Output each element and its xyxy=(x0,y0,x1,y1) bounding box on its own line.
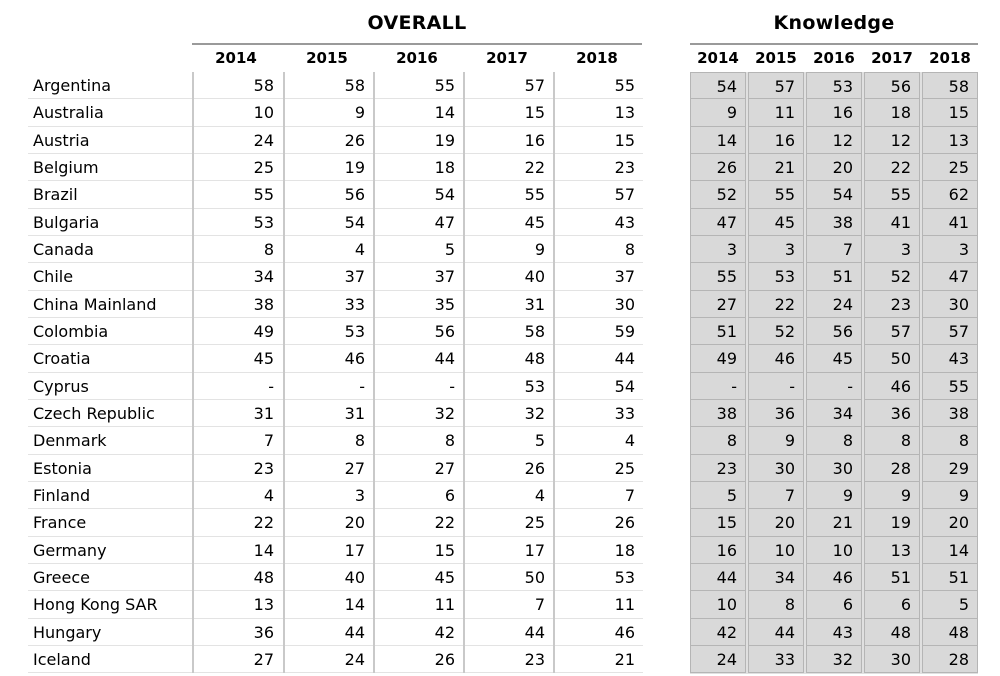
overall-rank-cell: 24 xyxy=(285,646,373,673)
knowledge-rank-cell: 30 xyxy=(806,455,862,482)
knowledge-rank-cell: 8 xyxy=(806,427,862,454)
overall-rank-cell: 4 xyxy=(194,482,282,509)
overall-rank-cell: 5 xyxy=(465,427,553,454)
overall-rank-cell: 4 xyxy=(285,236,373,263)
overall-rank-cell: 17 xyxy=(465,537,553,564)
knowledge-rank-cell: 9 xyxy=(748,427,804,454)
knowledge-rank-cell: 32 xyxy=(806,646,862,673)
overall-rank-cell: 34 xyxy=(194,263,282,290)
knowledge-rank-cell: 28 xyxy=(864,455,920,482)
overall-rank-cell: 32 xyxy=(465,400,553,427)
knowledge-year-header: 2017 xyxy=(871,49,913,67)
overall-rank-cell: 35 xyxy=(375,291,463,318)
overall-rank-cell: 36 xyxy=(194,619,282,646)
knowledge-rank-cell: 7 xyxy=(748,482,804,509)
country-name: Croatia xyxy=(33,349,91,369)
overall-rank-cell: 48 xyxy=(194,564,282,591)
country-name: Belgium xyxy=(33,157,99,177)
knowledge-rank-cell: 5 xyxy=(922,591,978,618)
overall-rank-cell: 15 xyxy=(555,127,643,154)
overall-rank-cell: 53 xyxy=(285,318,373,345)
knowledge-rank-cell: - xyxy=(806,373,862,400)
knowledge-rank-cell: 43 xyxy=(806,619,862,646)
overall-rank-cell: 30 xyxy=(555,291,643,318)
knowledge-rank-cell: 57 xyxy=(748,72,804,99)
overall-rank-cell: 59 xyxy=(555,318,643,345)
knowledge-rank-cell: 52 xyxy=(864,263,920,290)
knowledge-rank-cell: 11 xyxy=(748,99,804,126)
country-name: Denmark xyxy=(33,431,107,451)
knowledge-rank-cell: 15 xyxy=(690,509,746,536)
overall-year-header: 2015 xyxy=(306,49,348,67)
country-name: Germany xyxy=(33,540,107,560)
overall-rank-cell: 47 xyxy=(375,209,463,236)
knowledge-rank-cell: 16 xyxy=(748,127,804,154)
country-name: Colombia xyxy=(33,321,109,341)
knowledge-rank-cell: 18 xyxy=(864,99,920,126)
overall-rank-cell: 25 xyxy=(465,509,553,536)
overall-rank-cell: 31 xyxy=(194,400,282,427)
overall-rank-cell: 54 xyxy=(555,373,643,400)
overall-rank-cell: 37 xyxy=(375,263,463,290)
knowledge-rank-cell: 50 xyxy=(864,345,920,372)
overall-rank-cell: 4 xyxy=(555,427,643,454)
overall-rank-cell: 15 xyxy=(375,537,463,564)
overall-rank-cell: 37 xyxy=(285,263,373,290)
country-name: Hungary xyxy=(33,622,102,642)
knowledge-rank-cell: 38 xyxy=(922,400,978,427)
knowledge-year-column xyxy=(864,72,920,673)
overall-rank-cell: 23 xyxy=(555,154,643,181)
country-column xyxy=(33,72,158,673)
knowledge-rank-cell: 5 xyxy=(690,482,746,509)
knowledge-rank-cell: 51 xyxy=(864,564,920,591)
knowledge-rank-cell: 24 xyxy=(806,291,862,318)
overall-year-header: 2017 xyxy=(486,49,528,67)
knowledge-year-header: 2014 xyxy=(697,49,739,67)
overall-rank-cell: 58 xyxy=(194,72,282,99)
overall-rank-cell: 16 xyxy=(465,127,553,154)
knowledge-rank-cell: 9 xyxy=(864,482,920,509)
overall-rank-cell: 11 xyxy=(375,591,463,618)
knowledge-rank-cell: 19 xyxy=(864,509,920,536)
overall-rank-cell: 19 xyxy=(285,154,373,181)
overall-rank-cell: 55 xyxy=(375,72,463,99)
knowledge-rank-cell: 49 xyxy=(690,345,746,372)
knowledge-rank-cell: 3 xyxy=(922,236,978,263)
knowledge-rank-cell: 48 xyxy=(922,619,978,646)
overall-rank-cell: 53 xyxy=(194,209,282,236)
overall-rank-cell: 44 xyxy=(375,345,463,372)
knowledge-rank-cell: 10 xyxy=(806,537,862,564)
knowledge-rank-cell: 56 xyxy=(864,72,920,99)
overall-rank-cell: 15 xyxy=(465,99,553,126)
country-name: Australia xyxy=(33,103,104,123)
knowledge-rank-cell: 8 xyxy=(690,427,746,454)
knowledge-rank-cell: 13 xyxy=(864,537,920,564)
knowledge-rank-cell: 58 xyxy=(922,72,978,99)
knowledge-rank-cell: 36 xyxy=(864,400,920,427)
knowledge-rank-cell: 30 xyxy=(864,646,920,673)
overall-rank-cell: - xyxy=(194,373,282,400)
overall-rank-cell: 9 xyxy=(465,236,553,263)
overall-rank-cell: 23 xyxy=(465,646,553,673)
overall-rank-cell: 14 xyxy=(375,99,463,126)
knowledge-rank-cell: 47 xyxy=(922,263,978,290)
overall-rank-cell: 11 xyxy=(555,591,643,618)
overall-rank-cell: 40 xyxy=(285,564,373,591)
knowledge-rank-cell: 22 xyxy=(864,154,920,181)
overall-rank-cell: 25 xyxy=(555,455,643,482)
knowledge-rank-cell: 23 xyxy=(690,455,746,482)
knowledge-rank-cell: 55 xyxy=(922,373,978,400)
country-name: Hong Kong SAR xyxy=(33,595,158,615)
overall-rank-cell: 53 xyxy=(555,564,643,591)
knowledge-rank-cell: 20 xyxy=(922,509,978,536)
knowledge-rank-cell: 3 xyxy=(864,236,920,263)
country-name: Canada xyxy=(33,239,94,259)
overall-year-column xyxy=(463,72,553,673)
overall-rank-cell: 40 xyxy=(465,263,553,290)
overall-rank-cell: 21 xyxy=(555,646,643,673)
knowledge-rank-cell: 56 xyxy=(806,318,862,345)
country-name: France xyxy=(33,513,87,533)
knowledge-year-column xyxy=(806,72,862,673)
overall-rank-cell: 53 xyxy=(465,373,553,400)
overall-rank-cell: 7 xyxy=(555,482,643,509)
overall-rank-cell: 24 xyxy=(194,127,282,154)
knowledge-rank-cell: 15 xyxy=(922,99,978,126)
knowledge-rank-cell: 51 xyxy=(690,318,746,345)
overall-rank-cell: 54 xyxy=(375,181,463,208)
overall-rank-cell: 33 xyxy=(555,400,643,427)
overall-rank-cell: 22 xyxy=(194,509,282,536)
knowledge-rank-cell: 22 xyxy=(748,291,804,318)
overall-year-column xyxy=(553,72,643,673)
overall-rank-cell: 45 xyxy=(194,345,282,372)
knowledge-rank-cell: 41 xyxy=(864,209,920,236)
knowledge-rank-cell: 46 xyxy=(748,345,804,372)
overall-rank-cell: 8 xyxy=(194,236,282,263)
knowledge-rank-cell: 8 xyxy=(864,427,920,454)
knowledge-rank-cell: 54 xyxy=(806,181,862,208)
overall-rank-cell: 26 xyxy=(285,127,373,154)
overall-rank-cell: 31 xyxy=(465,291,553,318)
knowledge-rank-cell: 7 xyxy=(806,236,862,263)
country-name: Finland xyxy=(33,485,91,505)
knowledge-rank-cell: 53 xyxy=(806,72,862,99)
knowledge-rank-cell: 34 xyxy=(806,400,862,427)
overall-rank-cell: 32 xyxy=(375,400,463,427)
overall-year-header: 2016 xyxy=(396,49,438,67)
overall-rank-cell: 58 xyxy=(465,318,553,345)
overall-rank-cell: 57 xyxy=(465,72,553,99)
overall-rank-cell: 19 xyxy=(375,127,463,154)
knowledge-rank-cell: 62 xyxy=(922,181,978,208)
overall-rank-cell: 37 xyxy=(555,263,643,290)
overall-rank-cell: 17 xyxy=(285,537,373,564)
knowledge-rank-cell: 9 xyxy=(806,482,862,509)
knowledge-rank-cell: 52 xyxy=(748,318,804,345)
knowledge-rank-cell: 10 xyxy=(690,591,746,618)
knowledge-rank-cell: 57 xyxy=(922,318,978,345)
overall-rank-cell: 8 xyxy=(555,236,643,263)
country-name: Estonia xyxy=(33,458,92,478)
knowledge-year-column xyxy=(690,72,746,673)
knowledge-rank-cell: 3 xyxy=(690,236,746,263)
knowledge-rank-cell: 20 xyxy=(748,509,804,536)
knowledge-rank-cell: 16 xyxy=(806,99,862,126)
overall-rank-cell: 50 xyxy=(465,564,553,591)
knowledge-rank-cell: 14 xyxy=(690,127,746,154)
knowledge-year-header: 2015 xyxy=(755,49,797,67)
overall-rank-cell: 18 xyxy=(375,154,463,181)
knowledge-rank-cell: 28 xyxy=(922,646,978,673)
knowledge-rank-cell: 33 xyxy=(748,646,804,673)
overall-rank-cell: 13 xyxy=(194,591,282,618)
overall-year-header: 2014 xyxy=(215,49,257,67)
overall-rank-cell: 44 xyxy=(465,619,553,646)
knowledge-rank-cell: 44 xyxy=(748,619,804,646)
overall-rank-cell: 13 xyxy=(555,99,643,126)
overall-rank-cell: 58 xyxy=(285,72,373,99)
knowledge-rank-cell: 47 xyxy=(690,209,746,236)
country-name: Austria xyxy=(33,130,90,150)
overall-rank-cell: 45 xyxy=(375,564,463,591)
knowledge-rank-cell: 55 xyxy=(690,263,746,290)
knowledge-rank-cell: 16 xyxy=(690,537,746,564)
knowledge-rank-cell: 52 xyxy=(690,181,746,208)
knowledge-year-header: 2016 xyxy=(813,49,855,67)
knowledge-rank-cell: 51 xyxy=(922,564,978,591)
knowledge-rank-cell: - xyxy=(748,373,804,400)
overall-rank-cell: 57 xyxy=(555,181,643,208)
overall-rank-cell: 56 xyxy=(375,318,463,345)
overall-rank-cell: 55 xyxy=(194,181,282,208)
knowledge-rank-cell: 26 xyxy=(690,154,746,181)
overall-rank-cell: 20 xyxy=(285,509,373,536)
overall-rank-cell: 7 xyxy=(465,591,553,618)
overall-rank-cell: 22 xyxy=(465,154,553,181)
overall-rank-cell: 45 xyxy=(465,209,553,236)
knowledge-rank-cell: 45 xyxy=(806,345,862,372)
knowledge-rank-cell: 46 xyxy=(864,373,920,400)
overall-rank-cell: 27 xyxy=(375,455,463,482)
overall-year-header: 2018 xyxy=(576,49,618,67)
country-name: Czech Republic xyxy=(33,403,155,423)
overall-rank-cell: 54 xyxy=(285,209,373,236)
overall-rank-cell: 55 xyxy=(465,181,553,208)
overall-rank-cell: 10 xyxy=(194,99,282,126)
overall-rank-cell: 46 xyxy=(285,345,373,372)
overall-rank-cell: 9 xyxy=(285,99,373,126)
knowledge-rank-cell: 24 xyxy=(690,646,746,673)
knowledge-rank-cell: 14 xyxy=(922,537,978,564)
country-name: Brazil xyxy=(33,185,78,205)
overall-rank-cell: 22 xyxy=(375,509,463,536)
knowledge-rank-cell: 29 xyxy=(922,455,978,482)
knowledge-rank-cell: 20 xyxy=(806,154,862,181)
overall-rank-cell: 8 xyxy=(375,427,463,454)
overall-rank-cell: 6 xyxy=(375,482,463,509)
knowledge-rank-cell: 34 xyxy=(748,564,804,591)
overall-rank-cell: 44 xyxy=(285,619,373,646)
overall-rank-cell: - xyxy=(375,373,463,400)
overall-rank-cell: 23 xyxy=(194,455,282,482)
knowledge-rank-cell: 6 xyxy=(864,591,920,618)
knowledge-rank-cell: 10 xyxy=(748,537,804,564)
overall-rank-cell: 3 xyxy=(285,482,373,509)
knowledge-rank-cell: 6 xyxy=(806,591,862,618)
overall-rank-cell: 56 xyxy=(285,181,373,208)
overall-rank-cell: 26 xyxy=(555,509,643,536)
knowledge-year-header: 2018 xyxy=(929,49,971,67)
country-name: Argentina xyxy=(33,76,112,95)
knowledge-rank-cell: 23 xyxy=(864,291,920,318)
knowledge-rank-cell: 55 xyxy=(748,181,804,208)
knowledge-rank-cell: 12 xyxy=(806,127,862,154)
overall-rank-cell: 33 xyxy=(285,291,373,318)
knowledge-rank-cell: 54 xyxy=(690,72,746,99)
overall-section-title: OVERALL xyxy=(367,12,467,34)
country-name: Bulgaria xyxy=(33,212,100,232)
overall-rank-cell: 27 xyxy=(194,646,282,673)
overall-rank-cell: 26 xyxy=(465,455,553,482)
overall-rank-cell: 18 xyxy=(555,537,643,564)
country-name: Iceland xyxy=(33,649,91,669)
knowledge-rank-cell: 21 xyxy=(748,154,804,181)
country-name: Greece xyxy=(33,567,90,587)
knowledge-rank-cell: 43 xyxy=(922,345,978,372)
knowledge-rank-cell: 25 xyxy=(922,154,978,181)
knowledge-rank-cell: 21 xyxy=(806,509,862,536)
overall-rank-cell: 8 xyxy=(285,427,373,454)
knowledge-rank-cell: 45 xyxy=(748,209,804,236)
knowledge-rank-cell: 42 xyxy=(690,619,746,646)
overall-year-column xyxy=(192,72,282,673)
knowledge-section-title: Knowledge xyxy=(773,12,895,34)
overall-rank-cell: 27 xyxy=(285,455,373,482)
knowledge-rank-cell: 46 xyxy=(806,564,862,591)
overall-rank-cell: 5 xyxy=(375,236,463,263)
knowledge-rank-cell: 27 xyxy=(690,291,746,318)
overall-rank-cell: 38 xyxy=(194,291,282,318)
overall-rank-cell: - xyxy=(285,373,373,400)
knowledge-rank-cell: 8 xyxy=(748,591,804,618)
overall-rank-cell: 46 xyxy=(555,619,643,646)
knowledge-rank-cell: 55 xyxy=(864,181,920,208)
knowledge-rank-cell: 13 xyxy=(922,127,978,154)
overall-year-column xyxy=(283,72,373,673)
overall-rank-cell: 43 xyxy=(555,209,643,236)
knowledge-rank-cell: 57 xyxy=(864,318,920,345)
overall-year-column xyxy=(373,72,463,673)
overall-rank-cell: 55 xyxy=(555,72,643,99)
country-name: Chile xyxy=(33,267,74,287)
knowledge-year-column xyxy=(922,72,978,673)
knowledge-rank-cell: 41 xyxy=(922,209,978,236)
knowledge-year-column xyxy=(748,72,804,673)
overall-rank-cell: 14 xyxy=(194,537,282,564)
overall-rank-cell: 31 xyxy=(285,400,373,427)
overall-rank-cell: 48 xyxy=(465,345,553,372)
overall-rank-cell: 4 xyxy=(465,482,553,509)
knowledge-rank-cell: 38 xyxy=(690,400,746,427)
knowledge-rank-cell: 30 xyxy=(748,455,804,482)
knowledge-rank-cell: 9 xyxy=(690,99,746,126)
knowledge-rank-cell: 38 xyxy=(806,209,862,236)
knowledge-rank-cell: 51 xyxy=(806,263,862,290)
overall-rank-cell: 25 xyxy=(194,154,282,181)
knowledge-rank-cell: 36 xyxy=(748,400,804,427)
knowledge-rank-cell: 8 xyxy=(922,427,978,454)
knowledge-rank-cell: 3 xyxy=(748,236,804,263)
country-name: Cyprus xyxy=(33,376,89,396)
knowledge-rank-cell: 30 xyxy=(922,291,978,318)
overall-rank-cell: 26 xyxy=(375,646,463,673)
knowledge-rank-cell: 9 xyxy=(922,482,978,509)
knowledge-rank-cell: 53 xyxy=(748,263,804,290)
overall-rank-cell: 49 xyxy=(194,318,282,345)
overall-rank-cell: 42 xyxy=(375,619,463,646)
overall-rank-cell: 14 xyxy=(285,591,373,618)
knowledge-rank-cell: 12 xyxy=(864,127,920,154)
knowledge-rank-cell: 44 xyxy=(690,564,746,591)
overall-rank-cell: 44 xyxy=(555,345,643,372)
knowledge-rank-cell: - xyxy=(690,373,746,400)
overall-rank-cell: 7 xyxy=(194,427,282,454)
knowledge-rank-cell: 48 xyxy=(864,619,920,646)
country-name: China Mainland xyxy=(33,294,157,314)
